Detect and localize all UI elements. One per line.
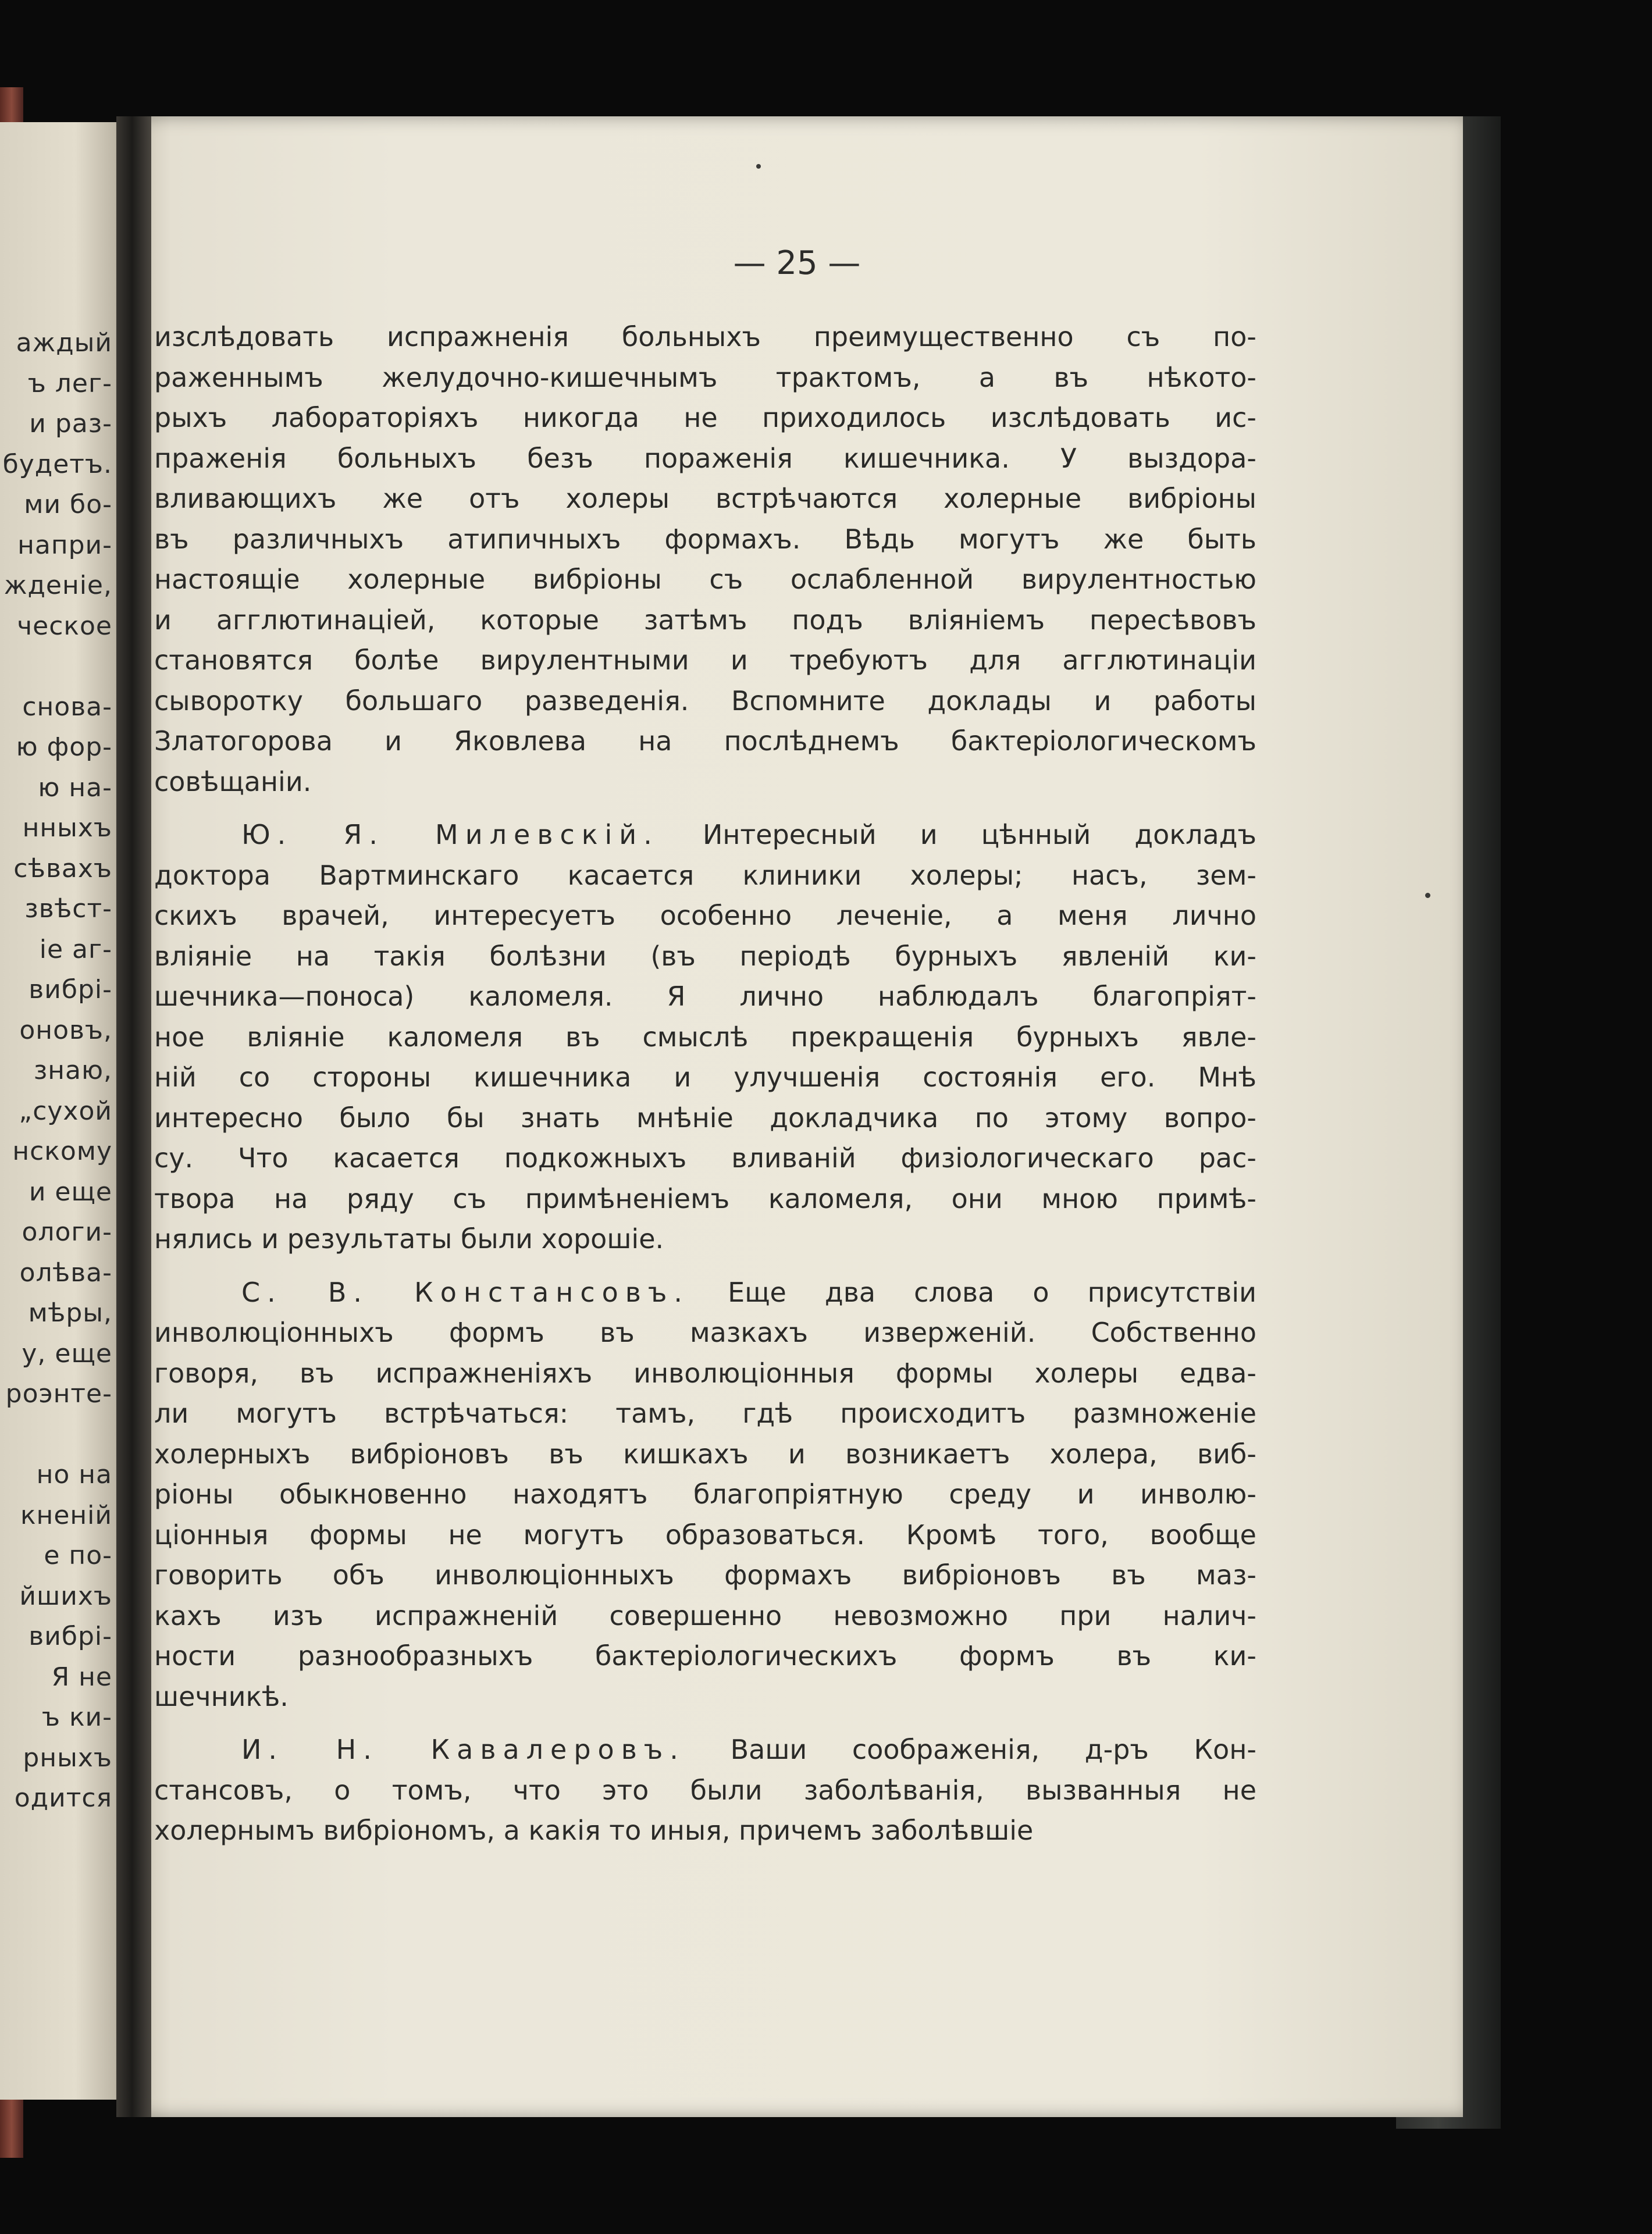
text-line: вліяніе на такія болѣзни (въ періодѣ бурныхъ явленій ки- — [154, 940, 1256, 972]
text-line: говорить объ инволюціонныхъ формахъ вибріоновъ въ маз- — [154, 1559, 1256, 1591]
text-line: ціонныя формы не могутъ образоваться. Кромѣ того, вообще — [154, 1519, 1256, 1551]
line-text: Интересный и цѣнный докладъ — [658, 819, 1256, 850]
text-line: холерныхъ вибріоновъ въ кишкахъ и возникаетъ холера, виб- — [154, 1438, 1256, 1470]
book-page — [131, 116, 1463, 2117]
previous-page-line: одится — [14, 1783, 112, 1813]
previous-page-line: йшихъ — [19, 1581, 112, 1611]
text-line: Златогорова и Яковлева на послѣднемъ бактеріологическомъ — [154, 725, 1256, 757]
previous-page-line: нскому — [12, 1136, 112, 1166]
text-line: сыворотку большаго разведенія. Вспомните доклады и работы — [154, 685, 1256, 717]
text-line — [154, 1730, 1256, 1770]
previous-page-line: іе аг- — [39, 934, 112, 964]
previous-page-line: у, еще — [22, 1338, 112, 1369]
speaker-name: И. Н. Кавалеровъ. — [241, 1734, 685, 1765]
line-text: Ваши соображенія, д-ръ Кон- — [685, 1734, 1256, 1765]
text-line: доктора Вартминскаго касается клиники холеры; насъ, зем- — [154, 859, 1256, 891]
text-line — [154, 815, 1256, 856]
text-line: интересно было бы знать мнѣніе докладчика по этому вопро- — [154, 1102, 1256, 1134]
text-line: говоря, въ испражненіяхъ инволюціонныя формы холеры едва- — [154, 1357, 1256, 1389]
text-line: инволюціонныхъ формъ въ мазкахъ изверженій. Собственно — [154, 1317, 1256, 1348]
previous-page-line: вибрі- — [29, 975, 112, 1004]
previous-page — [0, 122, 125, 2100]
previous-page-line: рныхъ — [23, 1743, 112, 1773]
text-line: становятся болѣе вирулентными и требуютъ для агглютинаціи — [154, 644, 1256, 676]
ink-speck — [1425, 893, 1430, 898]
previous-page-line: и раз- — [29, 409, 112, 439]
previous-page-line: мѣры, — [28, 1298, 112, 1328]
text-line — [154, 1273, 1256, 1313]
previous-page-line: ологи- — [22, 1217, 112, 1247]
text-line: ли могутъ встрѣчаться: тамъ, гдѣ происходитъ размноженіе — [154, 1398, 1256, 1429]
text-line: нялись и результаты были хорошіе. — [154, 1223, 664, 1255]
previous-page-line: ческое — [17, 611, 112, 641]
previous-page-line: ми бо- — [24, 490, 112, 519]
previous-page-line: кненій — [20, 1500, 112, 1530]
previous-page-line: и еще — [29, 1177, 112, 1207]
previous-page-line: ъ ки- — [41, 1702, 112, 1732]
text-line: кахъ изъ испражненій совершенно невозможно при налич- — [154, 1599, 1256, 1631]
previous-page-line — [0, 646, 112, 687]
previous-page-line: роэнте- — [5, 1379, 112, 1409]
previous-page-line: снова- — [22, 692, 112, 722]
previous-page-line: но на — [36, 1460, 112, 1490]
text-line: рыхъ лабораторіяхъ никогда не приходилось изслѣдовать ис- — [154, 402, 1256, 433]
previous-page-line: вибрі- — [29, 1622, 112, 1651]
previous-page-line: знаю, — [33, 1056, 112, 1085]
paragraph-gap — [154, 802, 1256, 815]
book-spine — [116, 116, 151, 2117]
text-line: скихъ врачей, интересуетъ особенно леченіе, а меня лично — [154, 900, 1256, 931]
line-text: Еще два слова о присутствіи — [689, 1276, 1256, 1308]
text-line: су. Что касается подкожныхъ вливаній физіологическаго рас- — [154, 1142, 1256, 1174]
paragraph-gap — [154, 1717, 1256, 1730]
text-line: шечника—поноса) каломеля. Я лично наблюдалъ благопріят- — [154, 981, 1256, 1012]
previous-page-line: ю на- — [38, 772, 112, 803]
text-line: стансовъ, о томъ, что это были заболѣванія, вызванныя не — [154, 1774, 1256, 1806]
text-line: совѣщаніи. — [154, 765, 312, 797]
text-line: раженнымъ желудочно-кишечнымъ трактомъ, а въ нѣкото- — [154, 361, 1256, 393]
previous-page-line: олѣва- — [19, 1257, 112, 1288]
previous-page-line — [0, 1414, 112, 1455]
text-line: холернымъ вибріономъ, а какія то иныя, причемъ заболѣвшіе — [154, 1815, 1034, 1846]
page-number: — 25 — — [733, 244, 861, 282]
previous-page-line: ю фор- — [16, 732, 112, 762]
previous-page-line: оновъ, — [19, 1015, 112, 1045]
paragraph-gap — [154, 1260, 1256, 1273]
text-line: въ различныхъ атипичныхъ формахъ. Вѣдь могутъ же быть — [154, 523, 1256, 555]
previous-page-line: Я не — [51, 1662, 112, 1692]
text-line: ріоны обыкновенно находятъ благопріятную среду и инволю- — [154, 1478, 1256, 1510]
previous-page-line: будетъ. — [2, 449, 112, 479]
text-line: ности разнообразныхъ бактеріологическихъ формъ въ ки- — [154, 1640, 1256, 1672]
previous-page-line: жденіе, — [3, 571, 112, 600]
previous-page-line: аждый — [16, 328, 112, 358]
previous-page-line: звѣст- — [24, 894, 112, 924]
previous-page-line: ъ лег- — [27, 368, 112, 398]
text-line: твора на ряду съ примѣненіемъ каломеля, они мною примѣ- — [154, 1182, 1256, 1214]
speaker-name: Ю. Я. Милевскій. — [241, 819, 659, 850]
previous-page-line: нныхъ — [22, 813, 112, 843]
text-line: шечникѣ. — [154, 1680, 289, 1712]
previous-page-line: напри- — [17, 530, 112, 560]
previous-page-line: е по- — [44, 1541, 112, 1570]
previous-page-text — [0, 323, 112, 1819]
text-line: изслѣдовать испражненія больныхъ преимущественно съ по- — [154, 321, 1256, 352]
text-line: настоящіе холерные вибріоны съ ослабленной вирулентностью — [154, 564, 1256, 595]
previous-page-line: сѣвахъ — [13, 853, 112, 883]
text-line: праженія больныхъ безъ пораженія кишечника. У выздора- — [154, 442, 1256, 474]
text-line: ній со стороны кишечника и улучшенія состоянія его. Мнѣ — [154, 1061, 1256, 1093]
text-line: и агглютинацiей, которые затѣмъ подъ вліяніемъ пересѣвовъ — [154, 604, 1256, 636]
page-body-text — [154, 317, 1256, 1851]
speaker-name: С. В. Констансовъ. — [241, 1276, 690, 1308]
previous-page-line: „сухой — [19, 1096, 112, 1126]
text-line: вливающихъ же отъ холеры встрѣчаются холерные вибріоны — [154, 483, 1256, 514]
text-line: ное вліяніе каломеля въ смыслѣ прекращенія бурныхъ явле- — [154, 1021, 1256, 1053]
ink-speck — [756, 164, 761, 169]
